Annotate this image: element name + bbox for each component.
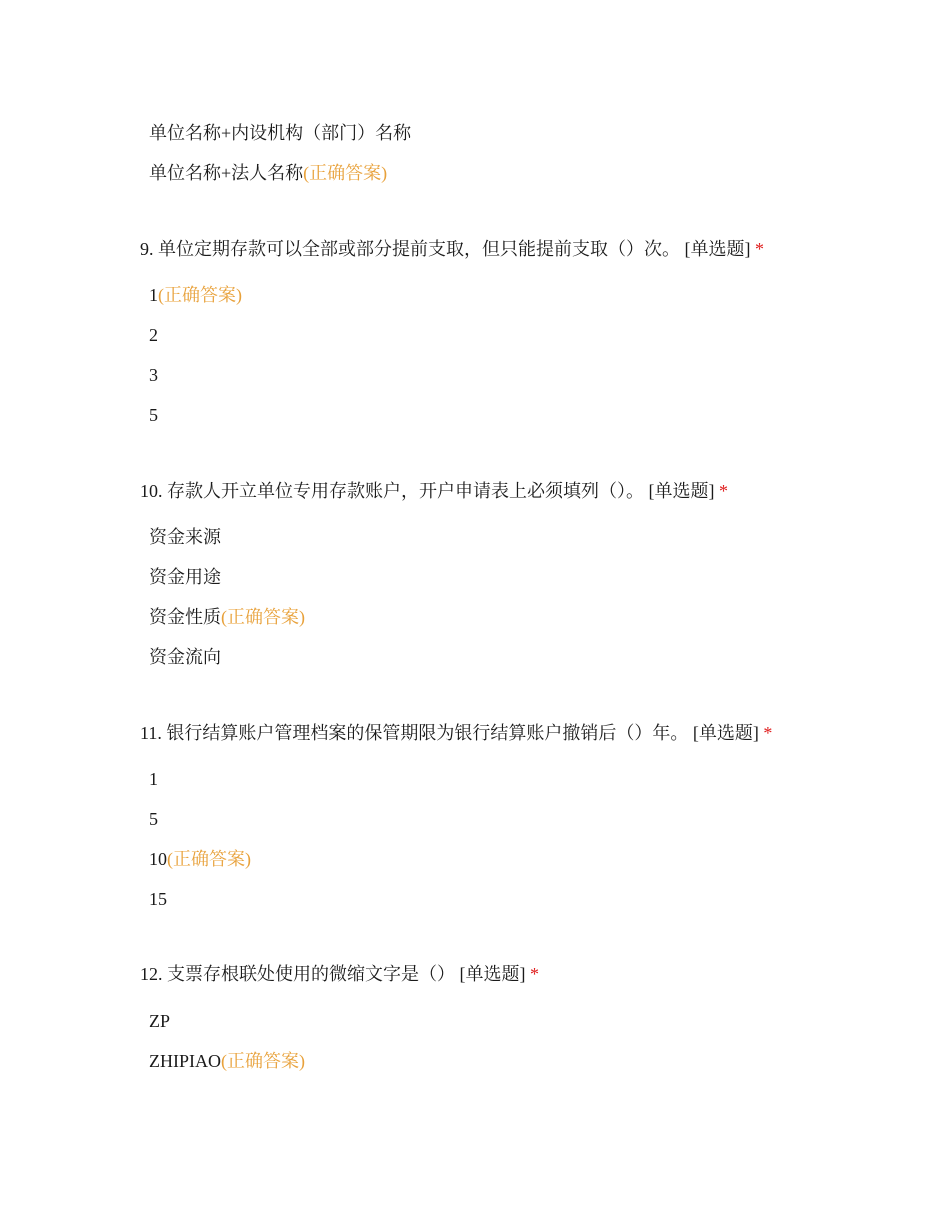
option-text: 10 (149, 849, 167, 869)
option-q10-3 (149, 605, 305, 629)
option-text: 资金用途 (149, 567, 221, 587)
question-11 (140, 721, 772, 745)
question-type: [单选题] (684, 239, 751, 259)
option-q9-3 (149, 363, 158, 387)
correct-answer-tag: (正确答案) (303, 163, 388, 183)
required-mark: * (755, 239, 764, 259)
question-text: 支票存根联处使用的微缩文字是（） (167, 964, 455, 984)
option-text: 5 (149, 405, 158, 425)
option-q10-4 (149, 645, 221, 669)
option-q11-2 (149, 807, 158, 831)
option-text: 15 (149, 889, 167, 909)
option-text: 单位名称+法人名称 (149, 163, 304, 183)
option-text: 1 (149, 769, 158, 789)
option-q10-1 (149, 525, 221, 549)
question-type: [单选题] (459, 964, 526, 984)
option-q11-3 (149, 847, 251, 871)
option-text: 资金来源 (149, 527, 221, 547)
correct-answer-tag: (正确答案) (167, 849, 251, 869)
option-q11-4 (149, 887, 167, 911)
correct-answer-tag: (正确答案) (221, 1051, 305, 1071)
option-q11-1 (149, 767, 158, 791)
option-prev-2 (149, 161, 387, 185)
option-text: 资金性质 (149, 607, 221, 627)
question-type: [单选题] (692, 723, 759, 743)
required-mark: * (719, 481, 728, 501)
option-text: 单位名称+内设机构（部门）名称 (149, 123, 412, 143)
option-q10-2 (149, 565, 221, 589)
question-text: 存款人开立单位专用存款账户，开户申请表上必须填列（）。 (167, 481, 644, 501)
option-q9-4 (149, 403, 158, 427)
option-text: 2 (149, 325, 158, 345)
option-q12-1 (149, 1009, 170, 1033)
question-10 (140, 479, 728, 503)
option-text: ZHIPIAO (149, 1051, 221, 1071)
question-text: 单位定期存款可以全部或部分提前支取，但只能提前支取（）次。 (158, 239, 680, 259)
correct-answer-tag: (正确答案) (158, 285, 242, 305)
option-text: ZP (149, 1011, 171, 1031)
option-q12-2 (149, 1049, 305, 1073)
question-12 (140, 962, 539, 986)
option-q9-2 (149, 323, 158, 347)
option-text: 3 (149, 365, 158, 385)
correct-answer-tag: (正确答案) (221, 607, 305, 627)
option-prev-1 (149, 121, 411, 145)
option-text: 资金流向 (149, 647, 221, 667)
option-text: 5 (149, 809, 158, 829)
option-q9-1 (149, 283, 242, 307)
question-number: 12. (140, 964, 163, 984)
question-number: 10. (140, 481, 163, 501)
question-text: 银行结算账户管理档案的保管期限为银行结算账户撤销后（）年。 (166, 723, 689, 743)
question-type: [单选题] (648, 481, 715, 501)
required-mark: * (530, 964, 539, 984)
option-text: 1 (149, 285, 158, 305)
required-mark: * (763, 723, 773, 743)
question-9 (140, 237, 764, 261)
question-number: 9. (140, 239, 154, 259)
question-number: 11. (140, 723, 162, 743)
